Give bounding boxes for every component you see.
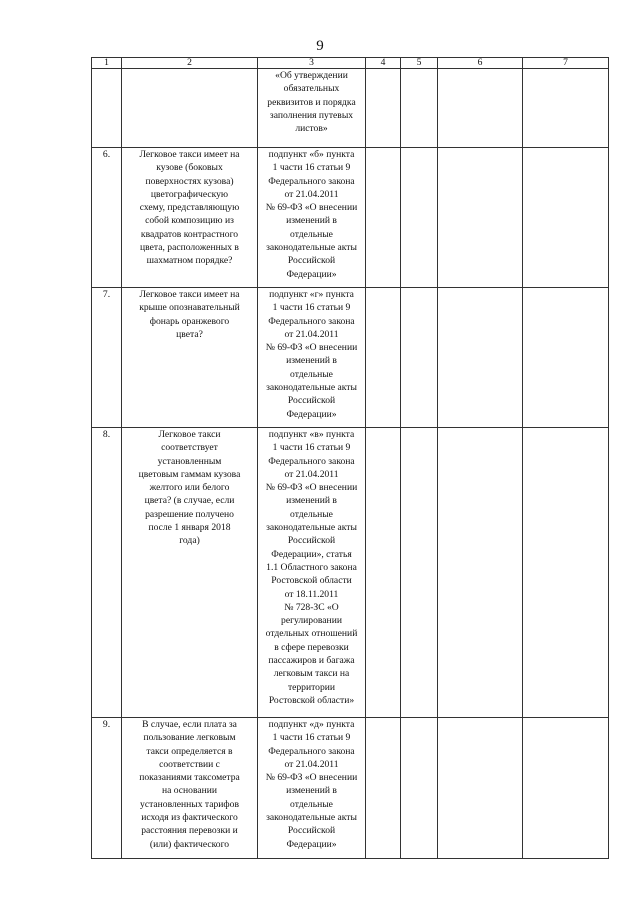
text-line: Федерального закона: [268, 175, 355, 187]
text-line: Легковое такси имеет на: [139, 289, 240, 300]
text-line: Федерации»: [286, 838, 337, 850]
text-line: пассажиров и багажа: [268, 655, 355, 667]
text-line: Российской: [287, 825, 336, 837]
empty-cell-6: [438, 428, 523, 718]
text-line: цветовым гаммам кузова: [138, 468, 241, 480]
empty-cell-6: [438, 288, 523, 428]
text-line: обязательных: [283, 83, 340, 95]
table-row: [92, 288, 609, 428]
row-number-cell: [92, 69, 122, 148]
text-line: Федерации»: [286, 408, 337, 420]
text-line: поверхностях кузова): [145, 175, 234, 187]
reference-cell: [258, 148, 366, 288]
text-line: 1 части 16 статьи 9: [272, 162, 351, 174]
page-number: 9: [316, 38, 324, 54]
text-line: шахматном порядке?: [146, 255, 233, 267]
empty-cell-4: [366, 148, 401, 288]
text-line: изменений в: [286, 355, 337, 367]
text-line: установленных тарифов: [140, 798, 239, 810]
header-row: [92, 58, 609, 69]
text-line: схему, представляющую: [139, 202, 240, 214]
text-line: 1.1 Областного закона: [266, 561, 357, 573]
text-line: от 18.11.2011: [284, 588, 339, 600]
text-line: подпункт «г» пункта: [269, 289, 354, 300]
text-line: желтого или белого: [149, 482, 230, 494]
text-line: законодательные акты: [266, 812, 357, 824]
text-line: регулировании: [281, 615, 342, 627]
text-line: № 69-ФЗ «О внесении: [265, 772, 358, 784]
reference-cell: [258, 718, 366, 859]
text-line: собой композицию из: [145, 215, 234, 227]
empty-cell-7: [523, 718, 609, 859]
text-line: Легковое такси: [158, 429, 221, 440]
text-line: Федерального закона: [268, 455, 355, 467]
text-line: Федерального закона: [268, 315, 355, 327]
text-line: № 69-ФЗ «О внесении: [265, 202, 358, 214]
empty-cell-5: [401, 69, 438, 148]
column-header-5: 5: [401, 58, 438, 69]
row-number-cell: 6.: [92, 148, 122, 288]
column-header-1: 1: [92, 58, 122, 69]
text-line: подпункт «в» пункта: [268, 429, 355, 440]
text-line: законодательные акты: [266, 242, 357, 254]
checklist-table: [91, 57, 609, 859]
text-line: подпункт «д» пункта: [268, 719, 355, 730]
reference-cell: [258, 428, 366, 718]
text-line: исходя из фактического: [141, 812, 238, 824]
text-line: Федерации»: [286, 268, 337, 280]
text-line: Российской: [287, 535, 336, 547]
table-row: [92, 718, 609, 859]
text-line: соответствии с: [159, 758, 220, 770]
text-line: отдельные: [290, 368, 333, 380]
text-line: № 69-ФЗ «О внесении: [265, 482, 358, 494]
empty-cell-4: [366, 718, 401, 859]
question-cell: [122, 428, 258, 718]
question-cell: [122, 718, 258, 859]
text-line: на основании: [161, 785, 218, 797]
column-header-3: 3: [258, 58, 366, 69]
empty-cell-5: [401, 428, 438, 718]
text-line: законодательные акты: [266, 382, 357, 394]
text-line: цвета?: [176, 328, 203, 340]
row-number-cell: 7.: [92, 288, 122, 428]
text-line: Ростовской области: [271, 575, 352, 587]
question-cell: [122, 148, 258, 288]
empty-cell-4: [366, 69, 401, 148]
text-line: расстояния перевозки и: [141, 825, 238, 837]
text-line: отдельные: [290, 508, 333, 520]
text-line: Легковое такси имеет на: [139, 149, 240, 160]
empty-cell-4: [366, 288, 401, 428]
text-line: фонарь оранжевого: [149, 315, 230, 327]
text-line: 1 части 16 статьи 9: [272, 442, 351, 454]
text-line: кузове (боковых: [156, 162, 223, 174]
text-line: 1 части 16 статьи 9: [272, 732, 351, 744]
text-line: отдельные: [290, 228, 333, 240]
text-line: года): [179, 535, 200, 547]
text-line: № 728-ЗС «О: [284, 601, 339, 613]
text-line: квадратов контрастного: [140, 228, 239, 240]
text-line: соответствует: [161, 442, 218, 454]
text-line: Российской: [287, 255, 336, 267]
text-line: такси определяется в: [146, 745, 233, 757]
text-line: изменений в: [286, 495, 337, 507]
empty-cell-6: [438, 148, 523, 288]
text-line: цветографическую: [150, 188, 229, 200]
column-header-2: 2: [122, 58, 258, 69]
text-line: от 21.04.2011: [284, 758, 339, 770]
row-number-cell: 9.: [92, 718, 122, 859]
text-line: реквизитов и порядка: [267, 96, 356, 108]
table-row-continuation: [92, 69, 609, 148]
text-line: Федерации», статья: [271, 548, 352, 560]
text-line: от 21.04.2011: [284, 468, 339, 480]
text-line: от 21.04.2011: [284, 328, 339, 340]
text-line: легковым такси на: [273, 668, 350, 680]
empty-cell-7: [523, 288, 609, 428]
text-line: пользование легковым: [143, 732, 236, 744]
text-line: законодательные акты: [266, 522, 357, 534]
empty-cell-7: [523, 69, 609, 148]
empty-cell-5: [401, 288, 438, 428]
empty-cell-6: [438, 718, 523, 859]
empty-cell-5: [401, 718, 438, 859]
table-row: [92, 148, 609, 288]
text-line: разрешение получено: [145, 508, 234, 520]
text-line: заполнения путевых: [269, 109, 354, 121]
reference-cell: [258, 288, 366, 428]
text-line: цвета, расположенных в: [140, 242, 239, 254]
text-line: листов»: [295, 123, 328, 135]
empty-cell-4: [366, 428, 401, 718]
column-header-7: 7: [523, 58, 609, 69]
text-line: изменений в: [286, 785, 337, 797]
text-line: после 1 января 2018: [148, 522, 231, 534]
column-header-4: 4: [366, 58, 401, 69]
empty-cell-7: [523, 148, 609, 288]
empty-cell-6: [438, 69, 523, 148]
table-row: [92, 428, 609, 718]
text-line: Федерального закона: [268, 745, 355, 757]
empty-cell-7: [523, 428, 609, 718]
text-line: в сфере перевозки: [274, 641, 349, 653]
row-number-cell: 8.: [92, 428, 122, 718]
text-line: 1 части 16 статьи 9: [272, 302, 351, 314]
text-line: подпункт «б» пункта: [268, 149, 355, 160]
text-line: (или) фактического: [149, 838, 230, 850]
text-line: территории: [287, 681, 336, 693]
reference-cell: [258, 69, 366, 148]
text-line: «Об утверждении: [275, 70, 348, 81]
text-line: от 21.04.2011: [284, 188, 339, 200]
text-line: установленным: [157, 455, 222, 467]
text-line: изменений в: [286, 215, 337, 227]
text-line: № 69-ФЗ «О внесении: [265, 342, 358, 354]
text-line: цвета? (в случае, если: [144, 495, 235, 507]
empty-cell-5: [401, 148, 438, 288]
text-line: показаниями таксометра: [139, 772, 240, 784]
column-header-6: 6: [438, 58, 523, 69]
text-line: отдельных отношений: [265, 628, 358, 640]
question-cell: [122, 69, 258, 148]
text-line: Ростовской области»: [268, 694, 355, 706]
text-line: В случае, если плата за: [142, 719, 237, 730]
text-line: Российской: [287, 395, 336, 407]
question-cell: [122, 288, 258, 428]
text-line: отдельные: [290, 798, 333, 810]
text-line: крыше опознавательный: [139, 302, 240, 314]
